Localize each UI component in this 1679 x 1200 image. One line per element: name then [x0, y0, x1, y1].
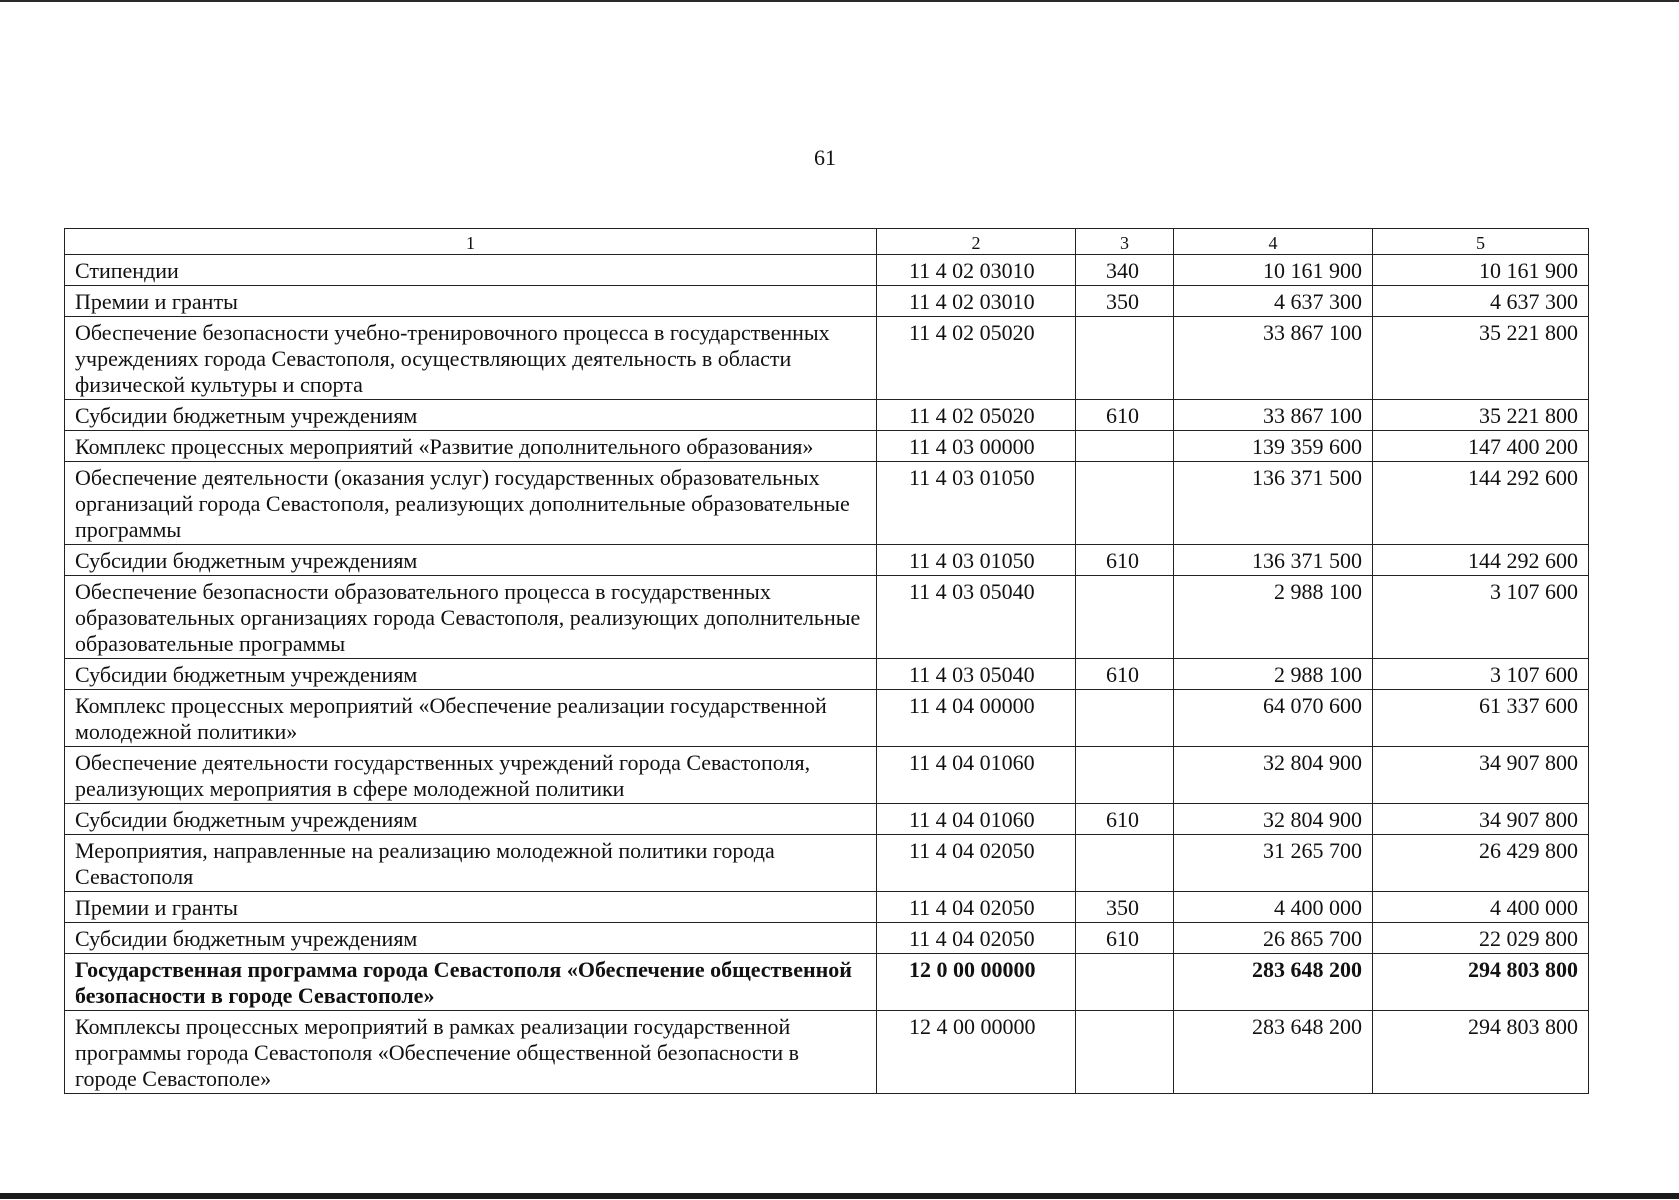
row-type-cell	[1076, 835, 1174, 892]
row-amount-year1-cell: 283 648 200	[1174, 954, 1373, 1011]
row-name-cell: Стипендии	[65, 255, 877, 286]
top-border-line	[0, 0, 1679, 2]
row-code-cell: 12 0 00 00000	[877, 954, 1076, 1011]
row-amount-year1-cell: 4 400 000	[1174, 892, 1373, 923]
row-amount-year1-cell: 26 865 700	[1174, 923, 1373, 954]
table-row	[65, 400, 1589, 431]
row-code-cell: 11 4 03 05040	[877, 576, 1076, 659]
row-name-cell: Комплекс процессных мероприятий «Развитие дополнительного образования»	[65, 431, 877, 462]
table-row	[65, 255, 1589, 286]
row-amount-year2-cell: 35 221 800	[1373, 400, 1589, 431]
header-row	[65, 229, 1589, 255]
budget-table	[64, 228, 1589, 1094]
row-type-cell: 350	[1076, 892, 1174, 923]
row-name-cell: Субсидии бюджетным учреждениям	[65, 400, 877, 431]
row-code-cell: 11 4 04 00000	[877, 690, 1076, 747]
row-amount-year2-cell: 4 637 300	[1373, 286, 1589, 317]
table-row	[65, 431, 1589, 462]
row-type-cell	[1076, 1011, 1174, 1094]
row-code-cell: 11 4 02 05020	[877, 400, 1076, 431]
row-amount-year2-cell: 3 107 600	[1373, 576, 1589, 659]
row-type-cell	[1076, 954, 1174, 1011]
row-type-cell	[1076, 431, 1174, 462]
header-col-4: 4	[1174, 229, 1373, 255]
row-amount-year2-cell: 144 292 600	[1373, 545, 1589, 576]
row-type-cell: 340	[1076, 255, 1174, 286]
row-amount-year2-cell: 144 292 600	[1373, 462, 1589, 545]
bottom-border-line	[0, 1193, 1679, 1199]
row-type-cell: 610	[1076, 400, 1174, 431]
row-amount-year1-cell: 4 637 300	[1174, 286, 1373, 317]
row-amount-year1-cell: 31 265 700	[1174, 835, 1373, 892]
row-type-cell: 610	[1076, 923, 1174, 954]
row-name-cell: Субсидии бюджетным учреждениям	[65, 923, 877, 954]
row-name-cell: Государственная программа города Севастополя «Обеспечение общественной безопасности в городе Севастополе»	[65, 954, 877, 1011]
table-row	[65, 892, 1589, 923]
table-row	[65, 804, 1589, 835]
row-amount-year1-cell: 64 070 600	[1174, 690, 1373, 747]
row-name-cell: Премии и гранты	[65, 286, 877, 317]
header-col-3: 3	[1076, 229, 1174, 255]
header-col-5: 5	[1373, 229, 1589, 255]
row-type-cell	[1076, 690, 1174, 747]
row-type-cell	[1076, 576, 1174, 659]
table-row	[65, 954, 1589, 1011]
row-name-cell: Обеспечение безопасности учебно-тренировочного процесса в государственных учреждениях города Севастополя, осуществляющих деятельность в области физической культуры и спорта	[65, 317, 877, 400]
row-amount-year2-cell: 34 907 800	[1373, 747, 1589, 804]
row-type-cell	[1076, 747, 1174, 804]
row-amount-year1-cell: 283 648 200	[1174, 1011, 1373, 1094]
table-row	[65, 923, 1589, 954]
row-amount-year2-cell: 3 107 600	[1373, 659, 1589, 690]
row-code-cell: 11 4 03 01050	[877, 545, 1076, 576]
row-name-cell: Субсидии бюджетным учреждениям	[65, 659, 877, 690]
row-code-cell: 11 4 04 02050	[877, 835, 1076, 892]
table-row	[65, 747, 1589, 804]
row-type-cell: 350	[1076, 286, 1174, 317]
table-row	[65, 690, 1589, 747]
row-type-cell	[1076, 317, 1174, 400]
row-name-cell: Комплексы процессных мероприятий в рамках реализации государственной программы города Севастополя «Обеспечение общественной безопасности в городе Севастополе»	[65, 1011, 877, 1094]
row-amount-year1-cell: 32 804 900	[1174, 804, 1373, 835]
row-name-cell: Субсидии бюджетным учреждениям	[65, 804, 877, 835]
row-type-cell	[1076, 462, 1174, 545]
row-code-cell: 12 4 00 00000	[877, 1011, 1076, 1094]
row-code-cell: 11 4 03 01050	[877, 462, 1076, 545]
row-code-cell: 11 4 04 02050	[877, 892, 1076, 923]
row-amount-year2-cell: 10 161 900	[1373, 255, 1589, 286]
row-amount-year2-cell: 34 907 800	[1373, 804, 1589, 835]
row-amount-year2-cell: 294 803 800	[1373, 954, 1589, 1011]
table-row	[65, 545, 1589, 576]
row-amount-year2-cell: 61 337 600	[1373, 690, 1589, 747]
row-name-cell: Мероприятия, направленные на реализацию молодежной политики города Севастополя	[65, 835, 877, 892]
row-code-cell: 11 4 02 03010	[877, 286, 1076, 317]
row-name-cell: Обеспечение деятельности государственных учреждений города Севастополя, реализующих мероприятия в сфере молодежной политики	[65, 747, 877, 804]
page-number: 61	[814, 145, 836, 170]
row-amount-year1-cell: 2 988 100	[1174, 576, 1373, 659]
row-type-cell: 610	[1076, 545, 1174, 576]
row-code-cell: 11 4 02 03010	[877, 255, 1076, 286]
row-amount-year2-cell: 4 400 000	[1373, 892, 1589, 923]
row-amount-year2-cell: 35 221 800	[1373, 317, 1589, 400]
row-amount-year1-cell: 33 867 100	[1174, 317, 1373, 400]
header-col-1: 1	[65, 229, 877, 255]
row-amount-year1-cell: 136 371 500	[1174, 545, 1373, 576]
row-code-cell: 11 4 04 01060	[877, 747, 1076, 804]
table-row	[65, 576, 1589, 659]
table-row	[65, 462, 1589, 545]
row-name-cell: Обеспечение деятельности (оказания услуг) государственных образовательных организаций города Севастополя, реализующих дополнительные образовательные программы	[65, 462, 877, 545]
row-code-cell: 11 4 04 01060	[877, 804, 1076, 835]
row-amount-year1-cell: 136 371 500	[1174, 462, 1373, 545]
row-code-cell: 11 4 03 05040	[877, 659, 1076, 690]
table-row	[65, 835, 1589, 892]
table-row	[65, 1011, 1589, 1094]
row-name-cell: Премии и гранты	[65, 892, 877, 923]
row-code-cell: 11 4 04 02050	[877, 923, 1076, 954]
row-amount-year1-cell: 33 867 100	[1174, 400, 1373, 431]
row-type-cell: 610	[1076, 804, 1174, 835]
table-row	[65, 317, 1589, 400]
row-type-cell: 610	[1076, 659, 1174, 690]
row-amount-year1-cell: 10 161 900	[1174, 255, 1373, 286]
row-amount-year2-cell: 147 400 200	[1373, 431, 1589, 462]
table-row	[65, 659, 1589, 690]
table-row	[65, 286, 1589, 317]
table-header	[65, 229, 1589, 255]
row-amount-year2-cell: 22 029 800	[1373, 923, 1589, 954]
row-amount-year1-cell: 32 804 900	[1174, 747, 1373, 804]
header-col-2: 2	[877, 229, 1076, 255]
row-name-cell: Обеспечение безопасности образовательного процесса в государственных образовательных организациях города Севастополя, реализующих дополнительные образовательные программы	[65, 576, 877, 659]
table-body	[65, 255, 1589, 1094]
row-code-cell: 11 4 02 05020	[877, 317, 1076, 400]
row-amount-year1-cell: 2 988 100	[1174, 659, 1373, 690]
row-code-cell: 11 4 03 00000	[877, 431, 1076, 462]
row-amount-year1-cell: 139 359 600	[1174, 431, 1373, 462]
row-name-cell: Субсидии бюджетным учреждениям	[65, 545, 877, 576]
row-amount-year2-cell: 26 429 800	[1373, 835, 1589, 892]
row-amount-year2-cell: 294 803 800	[1373, 1011, 1589, 1094]
row-name-cell: Комплекс процессных мероприятий «Обеспечение реализации государственной молодежной политики»	[65, 690, 877, 747]
